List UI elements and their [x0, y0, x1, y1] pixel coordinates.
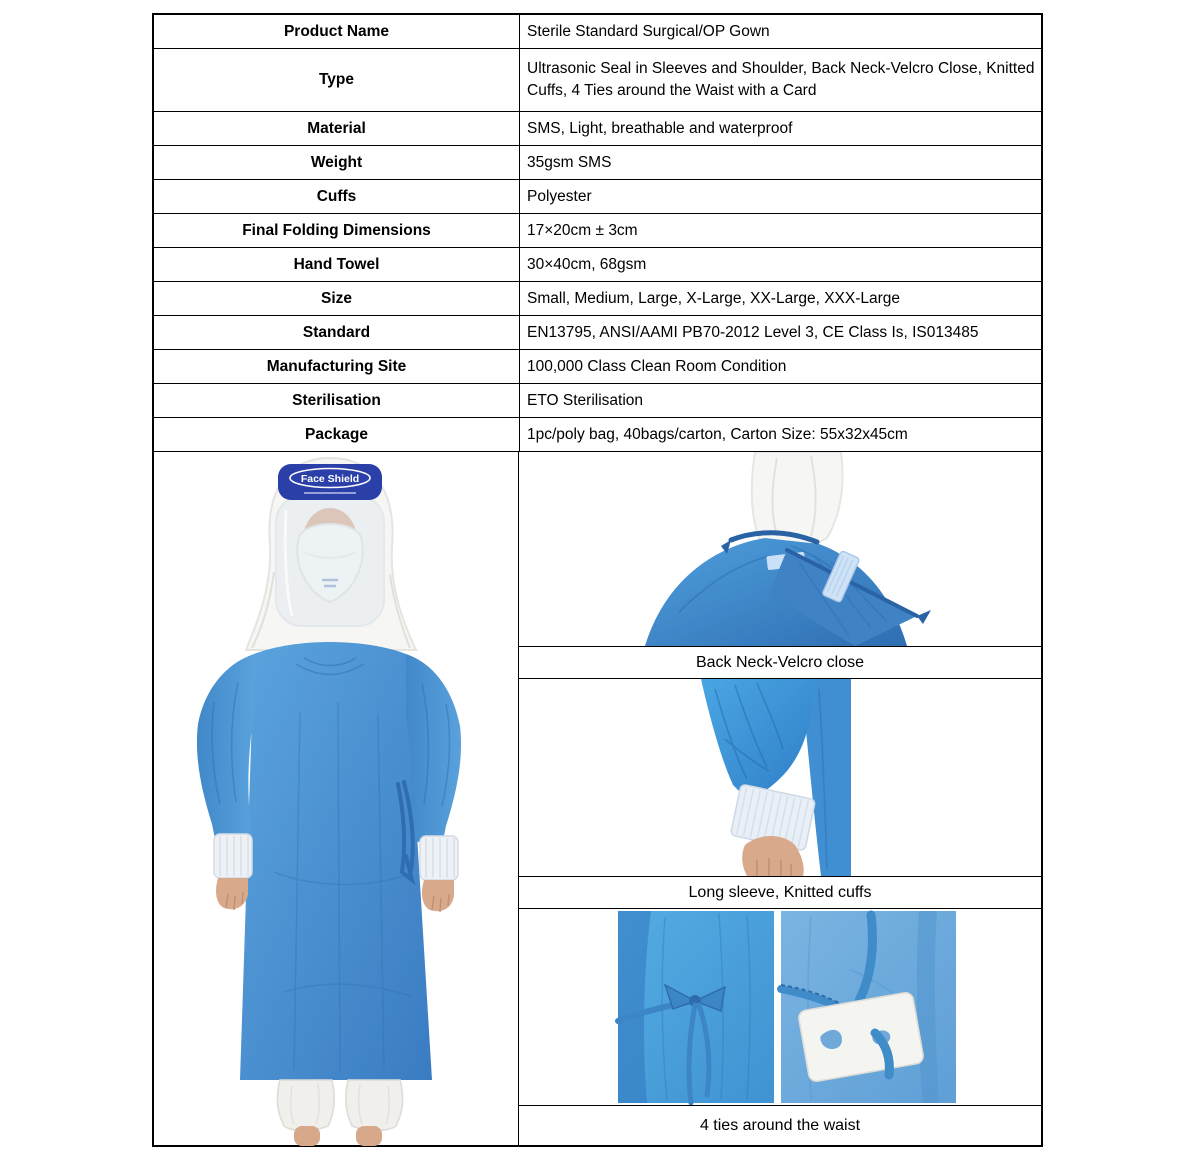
spec-row-standard: [154, 315, 1041, 349]
spec-label: Final Folding Dimensions: [154, 214, 520, 247]
spec-value: SMS, Light, breathable and waterproof: [527, 119, 793, 137]
spec-label: Cuffs: [154, 180, 520, 213]
photo-row: [154, 451, 1041, 1145]
model-photo: [154, 452, 518, 1146]
face-shield: [276, 464, 384, 626]
spec-label: Sterilisation: [154, 384, 520, 417]
back-neck-photo-cell: [519, 452, 1041, 646]
spec-row-sterilisation: [154, 383, 1041, 417]
spec-row-product-name: [154, 15, 1041, 48]
spec-row-folding-dimensions: [154, 213, 1041, 247]
spec-sheet-table: [152, 13, 1043, 1147]
spec-label: Weight: [154, 146, 520, 179]
caption-text: 4 ties around the waist: [699, 1116, 861, 1134]
waist-tie-bow-photo: [618, 911, 774, 1103]
caption-text: Long sleeve, Knitted cuffs: [688, 883, 872, 901]
caption-sleeve: [519, 876, 1041, 909]
spec-label: Package: [154, 418, 520, 451]
model-photo-cell: [154, 452, 519, 1145]
waist-tie-card-photo: [781, 911, 956, 1103]
spec-label: Standard: [154, 316, 520, 349]
spec-label: Material: [154, 112, 520, 145]
spec-row-size: [154, 281, 1041, 315]
spec-row-material: [154, 111, 1041, 145]
pants: [277, 1080, 402, 1131]
spec-label: Hand Towel: [154, 248, 520, 281]
spec-value: 30×40cm, 68gsm: [527, 255, 647, 273]
caption-ties: [519, 1105, 1041, 1145]
spec-value: 17×20cm ± 3cm: [527, 221, 638, 239]
spec-label: Type: [154, 49, 520, 111]
caption-back-neck: [519, 646, 1041, 679]
cuff-photo: [519, 679, 1041, 876]
waist-ties-photo-cell: [519, 909, 1041, 1105]
detail-photos-column: [519, 452, 1041, 1145]
ankles: [294, 1126, 382, 1146]
back-neck-photo: [519, 452, 1041, 646]
spec-row-manufacturing-site: [154, 349, 1041, 383]
spec-value: 1pc/poly bag, 40bags/carton, Carton Size: 55x32x45cm: [527, 425, 908, 443]
spec-label: Size: [154, 282, 520, 315]
spec-label: Manufacturing Site: [154, 350, 520, 383]
spec-row-hand-towel: [154, 247, 1041, 281]
waist-ties-photo: [519, 909, 1041, 1105]
spec-label: Product Name: [154, 15, 520, 48]
spec-value: 100,000 Class Clean Room Condition: [527, 357, 787, 375]
spec-value: Sterile Standard Surgical/OP Gown: [527, 22, 770, 40]
spec-row-package: [154, 417, 1041, 451]
face-shield-label: Face Shield: [300, 473, 360, 485]
spec-value: ETO Sterilisation: [527, 391, 644, 409]
spec-row-type: [154, 48, 1041, 111]
spec-row-cuffs: [154, 179, 1041, 213]
spec-row-weight: [154, 145, 1041, 179]
spec-value: Polyester: [527, 187, 592, 205]
cuff-photo-cell: [519, 679, 1041, 876]
spec-value: Ultrasonic Seal in Sleeves and Shoulder, Back Neck-Velcro Close, Knitted Cuffs, 4 Ties around the Waist with a Card: [527, 60, 1035, 99]
spec-value: Small, Medium, Large, X-Large, XX-Large, XXX-Large: [527, 289, 901, 307]
spec-value: 35gsm SMS: [527, 153, 612, 171]
spec-value: EN13795, ANSI/AAMI PB70-2012 Level 3, CE Class Is, IS013485: [527, 323, 979, 341]
caption-text: Back Neck-Velcro close: [695, 653, 865, 671]
